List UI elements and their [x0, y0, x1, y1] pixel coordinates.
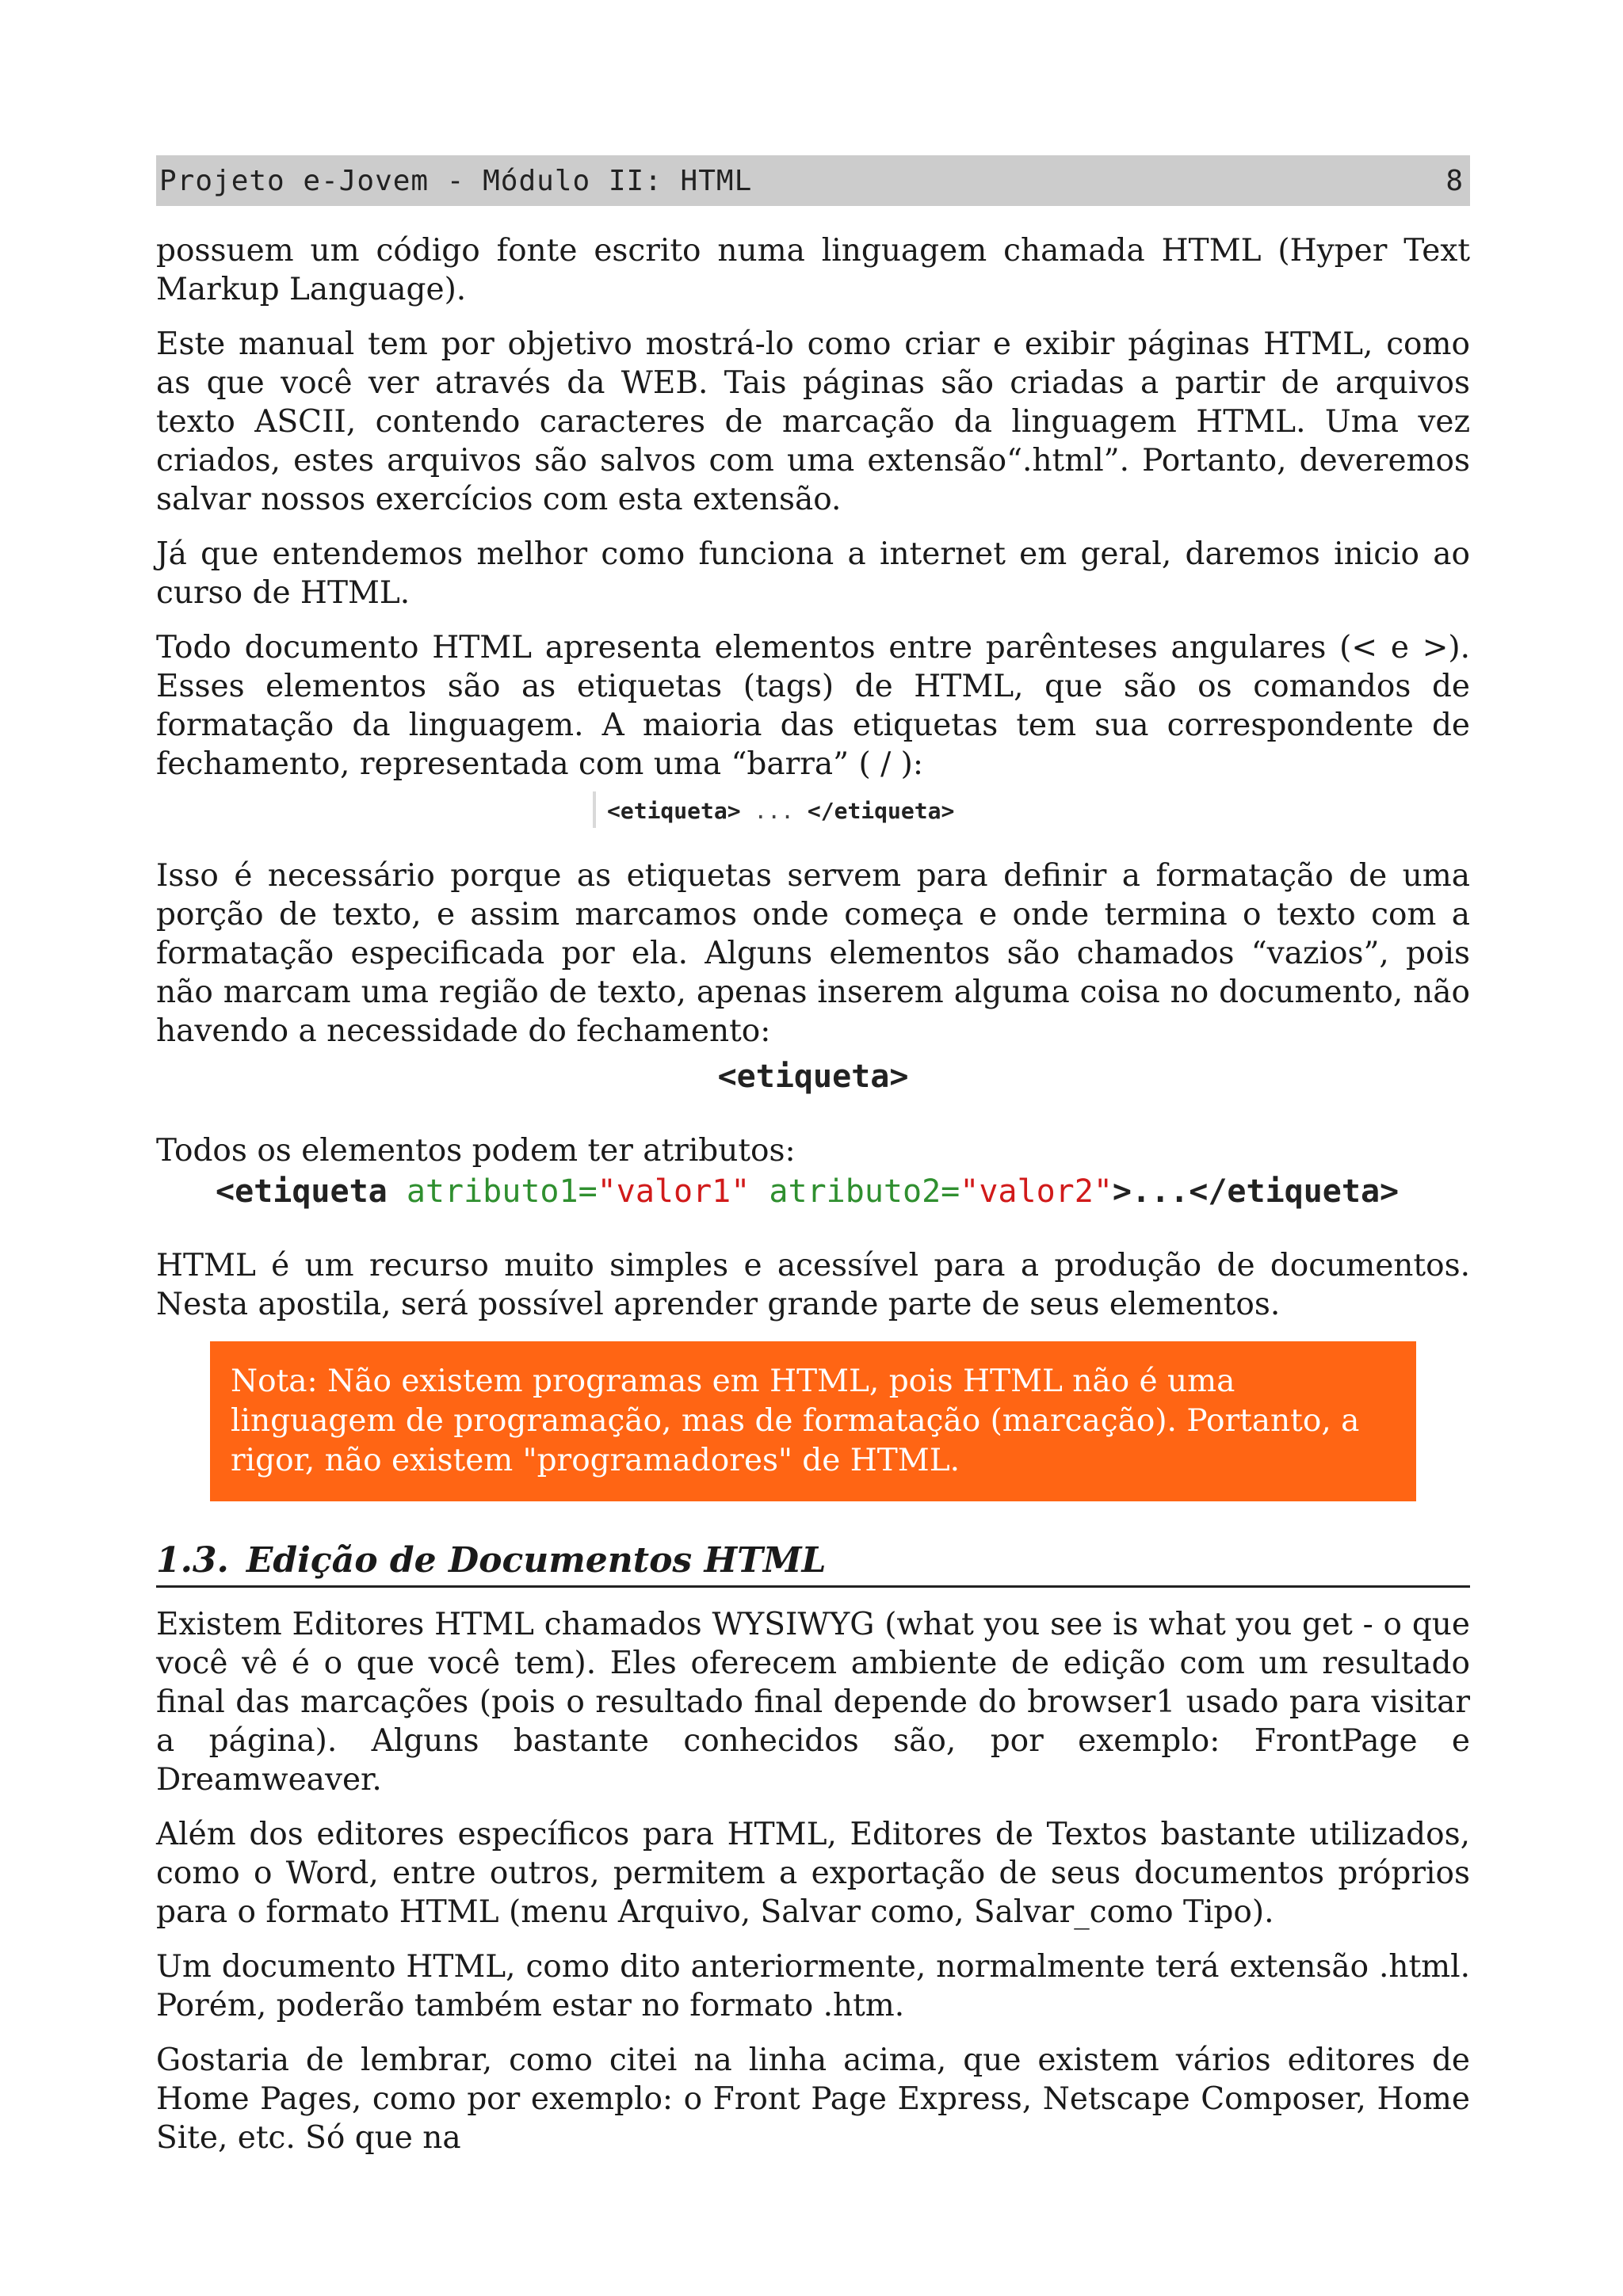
- page-content: [156, 231, 1470, 2157]
- code-close-tag: </etiqueta>: [807, 798, 955, 824]
- paragraph: possuem um código fonte escrito numa linguagem chamada HTML (Hyper Text Markup Language).: [156, 233, 1470, 307]
- paragraph: Existem Editores HTML chamados WYSIWYG (what you see is what you get - o que você vê é o que você tem). Eles oferecem ambiente de edição com um resultado final das marcações (pois o resultado final depende do browser1 usado para visitar a página). Alguns bastante conhecidos são, por exemplo: FrontPage e Dreamweaver.: [156, 1607, 1470, 1798]
- code-attr1-value: "valor1": [597, 1173, 750, 1210]
- code-attr-rest: >...: [1112, 1173, 1190, 1210]
- section-number: 1.3.: [156, 1540, 229, 1581]
- code-example-attributes: [216, 1173, 1470, 1210]
- code-ellipsis: ...: [740, 798, 808, 824]
- paragraph: Já que entendemos melhor como funciona a internet em geral, daremos inicio ao curso de HTML.: [156, 536, 1470, 611]
- document-page: [156, 155, 1470, 2173]
- paragraph: Todos os elementos podem ter atributos:: [156, 1133, 796, 1169]
- paragraph: Um documento HTML, como dito anteriormente, normalmente terá extensão .html. Porém, poderão também estar no formato .htm.: [156, 1949, 1470, 2023]
- paragraph: HTML é um recurso muito simples e acessível para a produção de documentos. Nesta apostila, será possível aprender grande parte de seus elementos.: [156, 1248, 1470, 1322]
- code-attr-close-tag: </etiqueta>: [1189, 1173, 1400, 1210]
- note-box: Nota: Não existem programas em HTML, pois HTML não é uma linguagem de programação, mas de formatação (marcação). Portanto, a rigor, não existem "programadores" de HTML.: [210, 1341, 1416, 1501]
- paragraph: Gostaria de lembrar, como citei na linha acima, que existem vários editores de Home Pages, como por exemplo: o Front Page Express, Netscape Composer, Home Site, etc. Só que na: [156, 2042, 1470, 2156]
- code-attr2-value: "valor2": [960, 1173, 1113, 1210]
- page-number: 8: [1445, 164, 1464, 197]
- section-title: Edição de Documentos HTML: [246, 1540, 827, 1581]
- section-heading: [156, 1539, 1470, 1588]
- code-attr2-name: atributo2=: [769, 1173, 960, 1210]
- paragraph: Todo documento HTML apresenta elementos entre parênteses angulares (< e >). Esses elementos são as etiquetas (tags) de HTML, que são os comandos de formatação da linguagem. A maioria das etiquetas tem sua correspondente de fechamento, representada com uma “barra” ( / ):: [156, 630, 1470, 782]
- code-attr1-name: atributo1=: [406, 1173, 598, 1210]
- paragraph: Este manual tem por objetivo mostrá-lo como criar e exibir páginas HTML, como as que você ver através da WEB. Tais páginas são criadas a partir de arquivos texto ASCII, contendo caracteres de marcação da linguagem HTML. Uma vez criados, estes arquivos são salvos com uma extensão“.html”. Portanto, deveremos salvar nossos exercícios com esta extensão.: [156, 326, 1470, 517]
- code-example-open-close: [593, 791, 1470, 828]
- paragraph: Além dos editores específicos para HTML, Editores de Textos bastante utilizados, como o Word, entre outros, permitem a exportação de seus documentos próprios para o formato HTML (menu Arquivo, Salvar como, Salvar_como Tipo).: [156, 1817, 1470, 1930]
- running-header: [156, 155, 1470, 206]
- code-example-empty-element: <etiqueta>: [717, 1058, 909, 1095]
- code-attr-open-tag: <etiqueta: [216, 1173, 388, 1210]
- header-title: Projeto e-Jovem - Módulo II: HTML: [159, 164, 753, 197]
- paragraph: Isso é necessário porque as etiquetas servem para definir a formatação de uma porção de texto, e assim marcamos onde começa e onde termina o texto com a formatação especificada por ela. Alguns elementos são chamados “vazios”, pois não marcam uma região de texto, apenas inserem alguma coisa no documento, não havendo a necessidade do fechamento:: [156, 858, 1470, 1049]
- code-open-tag: <etiqueta>: [607, 798, 741, 824]
